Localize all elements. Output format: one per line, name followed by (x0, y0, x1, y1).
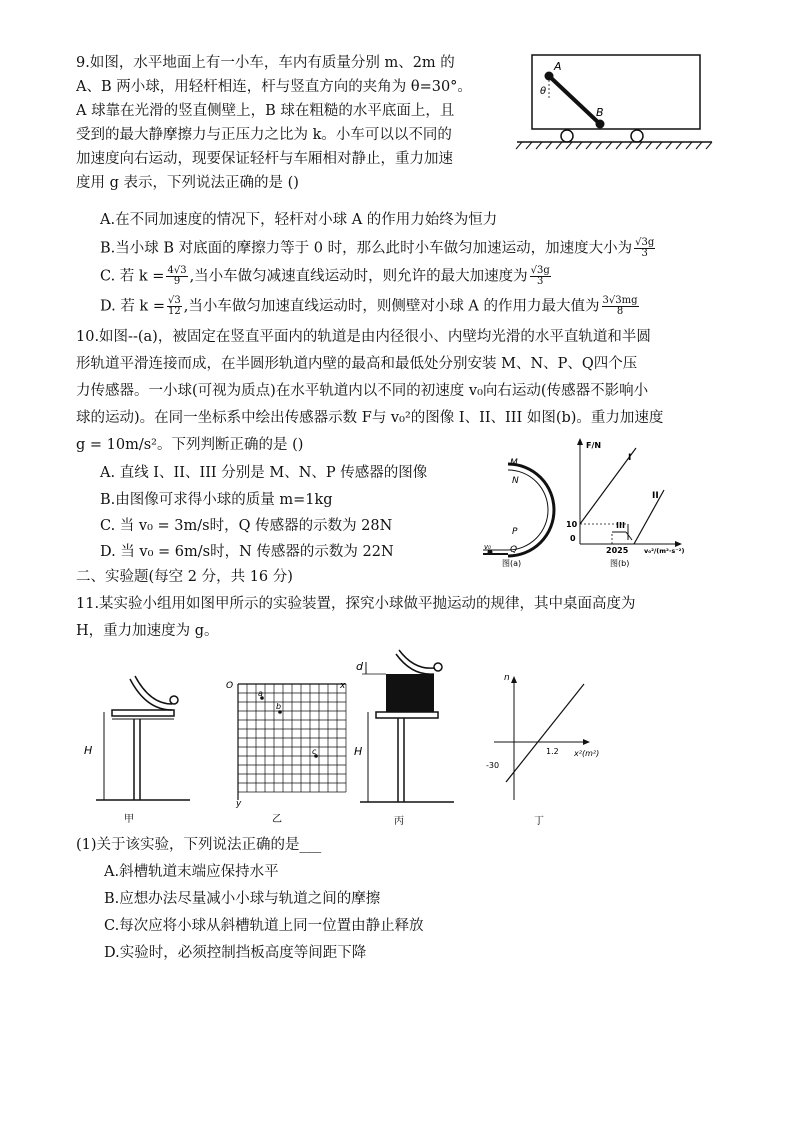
v0-label: v₀ (484, 543, 491, 551)
tick-2025: 2025 (606, 546, 629, 555)
q11-option-d: D.实验时，必须控制挡板高度等间距下降 (104, 945, 367, 961)
q9-option-d (100, 296, 641, 317)
h-label: H (84, 744, 93, 757)
fraction-denominator: 8 (616, 306, 624, 317)
ball-a (545, 72, 554, 81)
fraction-numerator: √3 (167, 295, 181, 306)
q10-graph-figure (560, 436, 700, 570)
sensor-q-label: Q (510, 545, 518, 555)
q9-option-b-text: B.当小球 B 对底面的摩擦力等于 0 时，那么此时小车做匀加速运动，加速度大小为 (100, 240, 633, 257)
tick-0: 0 (570, 534, 576, 543)
line-i-label: I (628, 453, 632, 463)
sensor-n-label: N (512, 476, 519, 486)
incline-track-top (399, 650, 434, 668)
q9-stem-line-6: 度用 g 表示，下列说法正确的是 () (76, 175, 299, 191)
q9-option-a: A.在不同加速度的情况下，轻杆对小球 A 的作用力始终为恒力 (100, 212, 498, 228)
table-top (112, 710, 174, 716)
fig-bing-caption: 丙 (394, 816, 404, 827)
fraction-denominator: 3 (537, 276, 544, 287)
tick-neg30: -30 (486, 761, 500, 770)
label-b: B (596, 106, 604, 119)
origin-label: O (226, 681, 234, 691)
q10-stem-line-2: 形轨道平滑连接而成，在半圆形轨道内壁的最高和最低处分别安装 M、N、P、Q四个压 (76, 356, 638, 372)
figure-b-caption: 图(b) (610, 559, 630, 568)
fraction-denominator: 9 (173, 276, 181, 287)
q11-stem-line-1: 11.某实验小组用如图甲所示的实验装置，探究小球做平抛运动的规律，其中桌面高度为 (76, 596, 636, 612)
line-ii-label: II (652, 491, 659, 501)
point-a-label: a (258, 689, 263, 698)
q9-stem-line-5: 加速度向右运动，现要保证轻杆与车厢相对静止，重力加速 (76, 151, 453, 167)
x2-axis-label: x²(m²) (574, 749, 600, 758)
fig-ding-caption: 丁 (534, 816, 544, 827)
f-axis-label: F/N (586, 441, 602, 450)
table-top (376, 712, 438, 718)
q9-stem-line-2: A、B 两小球，用轻杆相连，杆与竖直方向的夹角为 θ=30°。 (76, 79, 472, 95)
point-c-label: c (312, 747, 317, 756)
fig-ding (480, 670, 610, 832)
fraction-denominator: 3 (641, 248, 648, 259)
d-label: d (356, 660, 363, 673)
paper-board (386, 674, 434, 712)
q9-cart-figure (512, 50, 722, 150)
q9-stem-line-3: A 球靠在光滑的竖直侧壁上，B 球在粗糙的水平底面上，且 (76, 103, 455, 119)
q10-option-d: D. 当 v₀ = 6m/s时，N 传感器的示数为 22N (100, 544, 394, 560)
q11-sub-question-1: (1)关于该实验，下列说法正确的是___ (76, 837, 322, 853)
tick-1-2: 1.2 (546, 747, 559, 756)
q10-stem-line-4: 球的运动)。在同一坐标系中绘出传感器示数 F与 v₀²的图像 I、II、III 如图(b)。重力加速度 (76, 410, 664, 426)
line-ii (634, 490, 664, 544)
fig-bing (354, 640, 464, 830)
line-iii-slant (626, 532, 632, 540)
x2-axis-arrow (583, 739, 590, 745)
q10-option-a: A. 直线 I、II、III 分别是 M、N、P 传感器的图像 (100, 465, 428, 481)
q9-option-b (100, 238, 657, 259)
label-theta: θ (540, 86, 547, 97)
point-b-label: b (276, 702, 282, 711)
fraction-numerator: √3g (635, 237, 655, 248)
q9-stem-line-4: 受到的最大静摩擦力与正压力之比为 k。小车可以以不同的 (76, 127, 452, 143)
incline-track-bottom (130, 679, 172, 710)
q9-option-d-f-fraction (602, 296, 639, 317)
light-rod (549, 76, 600, 124)
ball (170, 696, 178, 704)
sensor-p-label: P (512, 527, 518, 537)
n-axis-label: n (504, 673, 510, 683)
fig-jia-caption: 甲 (124, 814, 134, 825)
fig-jia (84, 662, 200, 828)
ground-hatch (516, 142, 712, 149)
section-heading-experiment: 二、实验题(每空 2 分，共 16 分) (76, 569, 293, 585)
q11-option-c: C.每次应将小球从斜槽轨道上同一位置由静止释放 (104, 918, 424, 934)
tick-10: 10 (566, 520, 578, 529)
n-vs-x2-line (506, 684, 584, 782)
q9-option-d-text: ,当小车做匀加速直线运动时，则侧壁对小球 A 的作用力最大值为 (183, 298, 600, 315)
fig-yi (222, 674, 354, 828)
h-label: H (354, 745, 363, 758)
q11-option-a: A.斜槽轨道末端应保持水平 (104, 864, 279, 880)
q10-option-c: C. 当 v₀ = 3m/s时，Q 传感器的示数为 28N (100, 518, 393, 534)
q9-option-c-text: ,当小车做匀减速直线运动时，则允许的最大加速度为 (189, 268, 528, 285)
q10-stem-line-5: g = 10m/s²。下列判断正确的是 () (76, 437, 304, 453)
q9-option-c (100, 266, 553, 287)
ball (434, 663, 442, 671)
q10-stem-line-3: 力传感器。一小球(可视为质点)在水平轨道内以不同的初速度 v₀向右运动(传感器不影响小 (76, 383, 649, 399)
f-axis-arrow (577, 438, 583, 445)
grid (238, 684, 346, 792)
q9-stem-line-1: 9.如图，水平地面上有一小车，车内有质量分别 m、2m 的 (76, 55, 455, 71)
y-axis-label: y (236, 799, 242, 809)
q9-option-c-k-fraction (166, 266, 187, 287)
q11-option-b: B.应想办法尽量减小小球与轨道之间的摩擦 (104, 891, 381, 907)
cart-wheel-left (561, 130, 573, 142)
x-axis-label: x (340, 681, 346, 691)
cart-wheel-right (631, 130, 643, 142)
q9-option-b-fraction (634, 238, 655, 259)
fraction-numerator: √3g (530, 265, 550, 276)
q9-option-c-prefix: C. 若 k = (100, 268, 165, 285)
q11-stem-line-2: H，重力加速度为 g。 (76, 623, 219, 639)
incline-track-top (135, 676, 172, 704)
q9-option-d-k-fraction (167, 296, 182, 317)
line-iii-label: III (616, 521, 625, 530)
fraction-numerator: 3√3mg (602, 295, 638, 306)
q9-option-c-a-fraction (530, 266, 551, 287)
figure-a-caption: 图(a) (502, 559, 522, 568)
fig-yi-caption: 乙 (272, 814, 282, 825)
fraction-denominator: 12 (167, 306, 181, 317)
q10-option-b: B.由图像可求得小球的质量 m=1kg (100, 492, 333, 508)
sensor-m-label: M (510, 458, 518, 468)
fraction-numerator: 4√3 (167, 265, 187, 276)
q10-stem-line-1: 10.如图--(a)，被固定在竖直平面内的轨道是由内径很小、内壁均光滑的水平直轨道和半圆 (76, 329, 651, 345)
v2-axis-label: v₀²/(m²·s⁻²) (644, 547, 685, 555)
ball-b (596, 120, 605, 129)
n-axis-arrow (511, 676, 517, 683)
q9-option-d-prefix: D. 若 k = (100, 298, 165, 315)
label-a: A (554, 60, 562, 73)
